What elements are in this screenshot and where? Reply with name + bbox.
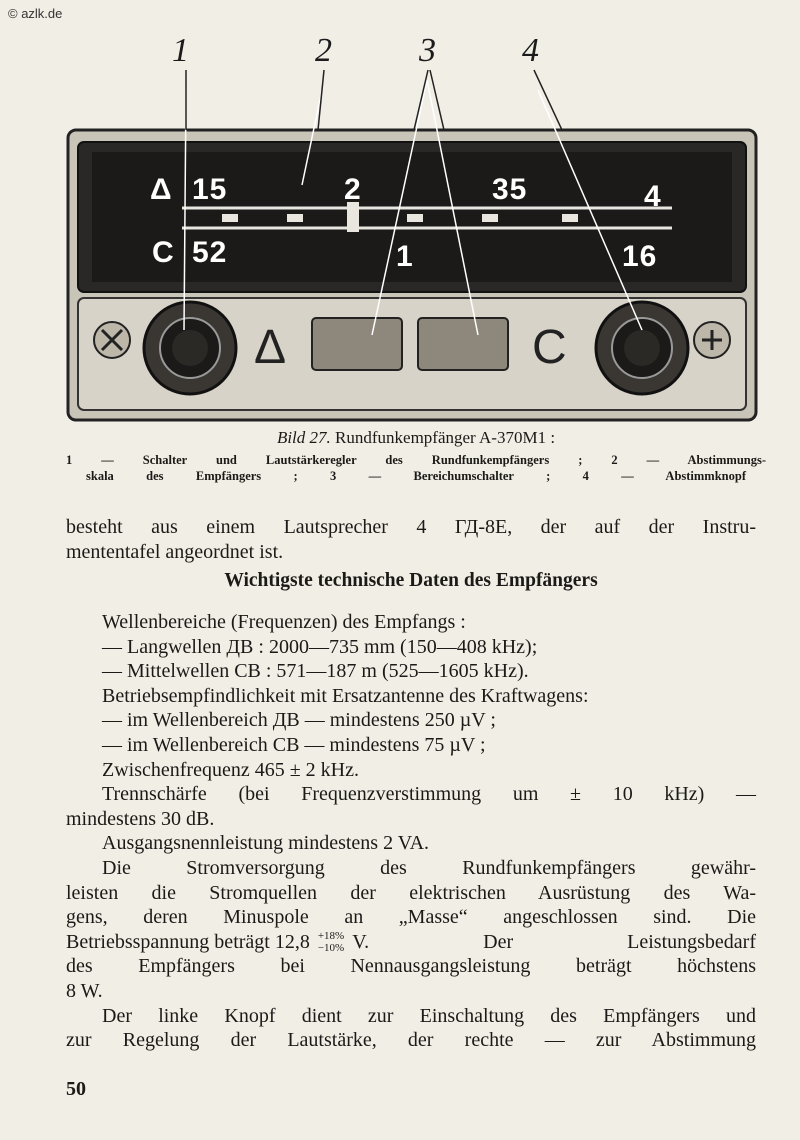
text-line: Der linke Knopf dient zur Einschaltung des Empfängers und — [102, 1004, 756, 1027]
text-line: Betriebsempfindlichkeit mit Ersatzantenne des Kraftwagens: — [102, 684, 589, 707]
scale-mark: 52 — [192, 236, 228, 269]
text-line: des Empfängers bei Nennausgangsleistung beträgt höchstens — [66, 955, 756, 978]
button-lw-symbol: Δ — [254, 321, 287, 374]
text-line: Die Stromversorgung des Rundfunkempfängers gewähr- — [102, 856, 756, 879]
callout-4: 4 — [522, 32, 539, 69]
page-number: 50 — [66, 1078, 86, 1100]
band-mw-symbol: C — [152, 236, 175, 269]
tolerance-plus: +18% — [317, 930, 345, 943]
band-lw-symbol: Δ — [150, 173, 173, 206]
scale-mark: 35 — [492, 173, 528, 206]
text-line: — Langwellen ДВ : 2000—735 mm (150—408 kHz); — [102, 635, 538, 658]
radio-illustration — [62, 30, 762, 430]
specs-text — [66, 610, 756, 1053]
text-line: — Mittelwellen СВ : 571—187 m (525—1605 kHz). — [102, 660, 529, 683]
caption-prefix: Bild 27. — [276, 428, 331, 447]
text-line: gens, deren Minuspole an „Masse“ angeschlossen sind. Die — [66, 906, 756, 929]
text-line: zur Regelung der Lautstärke, der rechte — zur Abstimmung — [66, 1029, 756, 1052]
legend-line: skala des Empfängers ; 3 — Bereichumschalter ; 4 — Abstimmknopf — [86, 469, 746, 483]
scale-mark: 15 — [192, 173, 228, 206]
text-line — [66, 930, 756, 955]
caption-text: Rundfunkempfänger A-370M1 : — [335, 428, 556, 447]
intro-text — [66, 515, 756, 564]
tolerance-minus: −10% — [317, 942, 345, 955]
text-line: mindestens 30 dB. — [66, 807, 215, 830]
voltage-label: Betriebsspannung beträgt 12,8 — [66, 930, 310, 953]
button-mw-symbol: C — [532, 321, 567, 374]
watermark: © azlk.de — [8, 6, 63, 21]
scale-mark: 16 — [622, 240, 658, 273]
text-line: besteht aus einem Lautsprecher 4 ГД-8Е, der auf der Instru- — [66, 516, 756, 538]
voltage-tolerance — [318, 930, 344, 954]
text-line: Trennschärfe (bei Frequenzverstimmung um ± 10 kHz) — — [102, 783, 756, 806]
voltage-tail: V. Der Leistungsbedarf — [352, 930, 756, 953]
text-line: 8 W. — [66, 979, 103, 1002]
radio-drawing — [62, 30, 762, 430]
callout-3: 3 — [419, 32, 436, 69]
figure-caption — [66, 428, 766, 448]
text-line: Ausgangsnennleistung mindestens 2 VA. — [102, 832, 430, 855]
section-heading: Wichtigste technische Daten des Empfängers — [224, 570, 598, 591]
scale-mark: 1 — [396, 240, 414, 273]
text-line: mententafel angeordnet ist. — [66, 540, 284, 563]
scale-mark: 2 — [344, 173, 362, 206]
legend-line: 1 — Schalter und Lautstärkeregler des Rundfunkempfängers ; 2 — Abstimmungs- — [66, 453, 766, 467]
callout-2: 2 — [315, 32, 332, 69]
text-line: — im Wellenbereich ДВ — mindestens 250 µV ; — [102, 709, 496, 732]
scale-mark: 4 — [644, 180, 662, 213]
text-line: leisten die Stromquellen der elektrischen Ausrüstung des Wa- — [66, 881, 756, 904]
text-line: — im Wellenbereich СВ — mindestens 75 µV ; — [102, 733, 486, 756]
text-line: Zwischenfrequenz 465 ± 2 kHz. — [102, 758, 360, 781]
callout-1: 1 — [172, 32, 189, 69]
text-line: Wellenbereiche (Frequenzen) des Empfangs : — [102, 611, 466, 633]
figure-legend — [66, 452, 766, 484]
